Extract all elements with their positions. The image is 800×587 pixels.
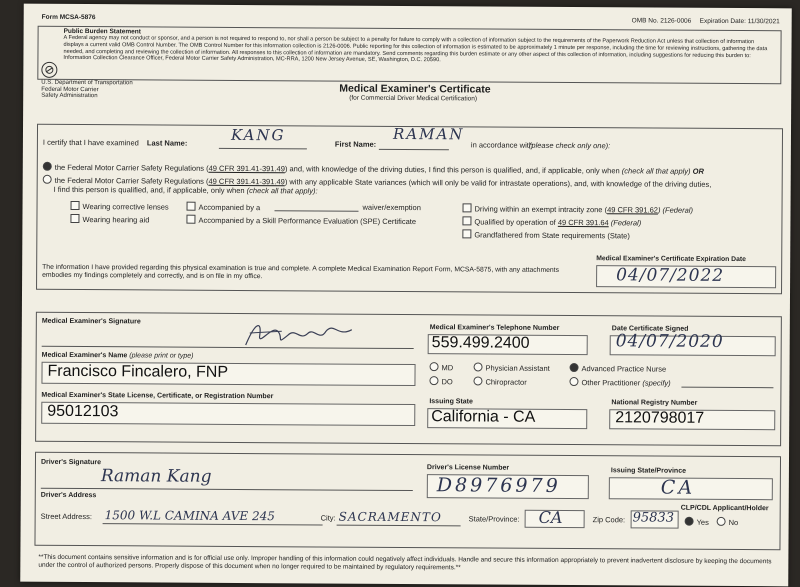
option2-note: (check all that apply): bbox=[246, 186, 318, 196]
operation-link[interactable]: 49 CFR 391.64 bbox=[557, 217, 609, 228]
burden-title: Public Burden Statement bbox=[63, 27, 141, 36]
accompanied-label: Accompanied by a bbox=[198, 202, 261, 213]
accompanied-checkbox[interactable] bbox=[187, 202, 196, 211]
md-radio[interactable] bbox=[430, 362, 439, 371]
examiner-signature[interactable] bbox=[242, 317, 362, 357]
option2-post: ) with any applicable State variances (which will only be valid for intrastate operations), and, with knowledge of the driving duties, bbox=[284, 177, 712, 189]
dot-logo-icon bbox=[41, 62, 57, 78]
chiro-option[interactable] bbox=[473, 376, 526, 386]
first-name-value[interactable]: RAMAN bbox=[392, 124, 465, 144]
driver-state-label: Issuing State/Province bbox=[610, 467, 687, 475]
option2-pre: the Federal Motor Carrier Safety Regulations ( bbox=[54, 175, 209, 186]
city-value[interactable]: SACRAMENTO bbox=[338, 509, 442, 525]
do-radio[interactable] bbox=[429, 376, 438, 385]
last-name-label: Last Name: bbox=[146, 138, 188, 148]
operation-checkbox[interactable] bbox=[462, 216, 471, 225]
other-option[interactable] bbox=[569, 377, 670, 388]
driver-signature-label: Driver's Signature bbox=[40, 458, 102, 467]
option2-link[interactable]: 49 CFR 391.41-391.49 bbox=[208, 176, 285, 187]
first-name-label: First Name: bbox=[334, 139, 377, 149]
do-option[interactable] bbox=[429, 376, 452, 386]
province-label: State/Province: bbox=[468, 514, 520, 524]
intracity-post: ) (Federal) bbox=[657, 205, 694, 215]
chiro-radio[interactable] bbox=[473, 376, 482, 385]
check-lenses[interactable] bbox=[71, 201, 169, 212]
license-value: 95012103 bbox=[47, 402, 119, 421]
examiner-name-label bbox=[42, 352, 194, 360]
examiner-name-value: Francisco Fincalero, FNP bbox=[47, 362, 229, 381]
certificate-form bbox=[20, 4, 792, 587]
grandfathered-checkbox[interactable] bbox=[462, 229, 471, 238]
truth-statement: The information I have provided regarding this physical examination is true and complete. A complete Medical Examination Report Form, MCSA-5875, with any attachments embodies my findings completely and correctly, and is on file in my office. bbox=[42, 263, 560, 281]
option1-link[interactable]: 49 CFR 391.41-391.49 bbox=[208, 163, 285, 174]
clp-yes-label: Yes bbox=[696, 517, 709, 527]
province-value: CA bbox=[538, 507, 563, 527]
registry-label: National Registry Number bbox=[611, 399, 698, 407]
federal-radio[interactable] bbox=[43, 162, 52, 171]
intracity-pre: Driving within an exempt intracity zone ( bbox=[474, 204, 608, 215]
burden-text: A Federal agency may not conduct or sponsor, and a person is not required to respond to, nor shall a person be subject to a penalty for failure to comply with a collection of information subject to the requirements of the Paperwork Reduction Act unless that collection of information displays a current valid OMB Control Number. The OMB Control Number for this information collection is 2126-0006. Public reporting for this collection of information is estimated to be approximately 1 minute per response, including the time for reviewing instructions, gathering the data needed, and completing and reviewing the collection of information. All responses to this collection of information are mandatory. Send comments regarding this burden estimate or any other aspect of this collection of information, including suggestions for reducing this burden to: Information Collection Clearance Officer, Federal Motor Carrier Safety Administration, MC-RRA, 1200 New Jersey Avenue, SE, Washington, D.C. 20590. bbox=[63, 34, 768, 64]
driver-license-label: Driver's License Number bbox=[426, 464, 510, 472]
phone-label: Medical Examiner's Telephone Number bbox=[429, 324, 560, 332]
chiro-label: Chiropractor bbox=[485, 377, 527, 387]
clp-no-label: No bbox=[728, 517, 739, 528]
operation-pre: Qualified by operation of bbox=[474, 217, 558, 227]
date-signed-value: 04/07/2020 bbox=[615, 331, 724, 352]
check-spe[interactable] bbox=[186, 215, 416, 226]
apn-radio[interactable] bbox=[570, 363, 579, 372]
apn-label: Advanced Practice Nurse bbox=[581, 364, 667, 374]
intracity-checkbox[interactable] bbox=[463, 203, 472, 212]
option1-or: OR bbox=[692, 166, 704, 176]
option1-note: (check all that apply) bbox=[621, 166, 691, 176]
intracity-link[interactable]: 49 CFR 391.62 bbox=[607, 205, 658, 215]
agency-line-3: Safety Administration bbox=[41, 92, 98, 100]
issuing-state-label: Issuing State bbox=[429, 398, 473, 406]
do-label: DO bbox=[441, 377, 453, 387]
street-label: Street Address: bbox=[40, 511, 92, 522]
driver-state-value: CA bbox=[660, 476, 696, 499]
form-id: Form MCSA-5876 bbox=[41, 13, 96, 22]
check-intracity[interactable] bbox=[462, 203, 693, 214]
pa-radio[interactable] bbox=[474, 362, 483, 371]
intro-text: I certify that I have examined bbox=[42, 137, 139, 148]
grandfathered-label: Grandfathered from State requirements (State) bbox=[474, 230, 630, 241]
check-one-note: (please check only one): bbox=[528, 140, 611, 151]
option-state-line2 bbox=[54, 185, 318, 196]
zip-value: 95833 bbox=[632, 510, 675, 526]
check-grandfathered[interactable] bbox=[462, 229, 630, 240]
registry-value: 2120798017 bbox=[615, 409, 705, 427]
spe-checkbox[interactable] bbox=[186, 215, 195, 224]
expiration-label: Medical Examiner's Certificate Expiration Date bbox=[596, 255, 746, 264]
md-label: MD bbox=[441, 363, 454, 373]
date-signed-label: Date Certificate Signed bbox=[611, 325, 689, 333]
other-radio[interactable] bbox=[569, 377, 578, 386]
footer-notice: **This document contains sensitive information and is for official use only. Improper handling of this information could negatively affect individuals. Handle and secure this information appropriately to prevent inadvertent disclosure by keeping the documents under the control of authorized persons. Properly dispose of this document when no longer required to be maintained by regulatory requirements.** bbox=[38, 553, 772, 572]
check-hearing[interactable] bbox=[70, 214, 149, 224]
check-accompanied[interactable] bbox=[187, 202, 261, 212]
pa-option[interactable] bbox=[474, 362, 550, 372]
name-label-text: Medical Examiner's Name bbox=[41, 351, 128, 360]
expiration-date: Expiration Date: 11/30/2021 bbox=[699, 17, 780, 26]
clp-yes-option[interactable] bbox=[685, 517, 709, 527]
form-title: Medical Examiner's Certificate bbox=[339, 82, 491, 96]
option1-post: ) and, with knowledge of the driving duties, I find this person is qualified, and, if applicable, only when bbox=[284, 164, 620, 176]
clp-label: CLP/CDL Applicant/Holder bbox=[680, 504, 769, 513]
state-radio[interactable] bbox=[43, 175, 52, 184]
last-name-value[interactable]: KANG bbox=[230, 125, 286, 145]
option2-line2: I find this person is qualified, and, if applicable, only when bbox=[53, 184, 245, 196]
clp-no-option[interactable] bbox=[717, 517, 739, 527]
agency-line-2: Federal Motor Carrier bbox=[41, 86, 99, 93]
md-option[interactable] bbox=[430, 362, 454, 372]
city-label: City: bbox=[320, 513, 336, 523]
form-subtitle: (for Commercial Driver Medical Certification) bbox=[349, 94, 478, 103]
waiver-label: waiver/exemption bbox=[362, 202, 421, 213]
pa-label: Physician Assistant bbox=[485, 363, 550, 373]
license-label: Medical Examiner's State License, Certificate, or Registration Number bbox=[41, 391, 274, 401]
phone-value: 559.499.2400 bbox=[431, 334, 530, 352]
omb-number: OMB No. 2126-0006 bbox=[631, 17, 692, 25]
other-note: (specify) bbox=[642, 378, 671, 388]
lenses-checkbox[interactable] bbox=[71, 201, 80, 210]
clp-no-radio[interactable] bbox=[717, 517, 726, 526]
name-label-note: (please print or type) bbox=[129, 352, 194, 360]
agency-name bbox=[41, 80, 133, 100]
check-operation[interactable] bbox=[462, 216, 641, 227]
street-value[interactable]: 1500 W.L CAMINA AVE 245 bbox=[104, 508, 275, 524]
driver-license-value: D8976979 bbox=[436, 474, 561, 497]
driver-signature-value[interactable]: Raman Kang bbox=[100, 466, 212, 487]
agency-line-1: U.S. Department of Transportation bbox=[41, 79, 133, 87]
other-label: Other Practitioner bbox=[581, 378, 641, 388]
operation-post: (Federal) bbox=[608, 218, 642, 228]
accordance-text: in accordance with bbox=[470, 140, 534, 150]
zip-label: Zip Code: bbox=[592, 515, 626, 525]
spe-label: Accompanied by a Skill Performance Evaluation (SPE) Certificate bbox=[198, 215, 417, 227]
option1-pre: the Federal Motor Carrier Safety Regulations ( bbox=[54, 162, 209, 173]
hearing-label: Wearing hearing aid bbox=[82, 215, 150, 225]
expiration-value: 04/07/2022 bbox=[616, 265, 725, 286]
apn-option[interactable] bbox=[570, 363, 667, 374]
issuing-state-value: California - CA bbox=[431, 408, 536, 426]
hearing-checkbox[interactable] bbox=[70, 214, 79, 223]
examiner-signature-label: Medical Examiner's Signature bbox=[41, 317, 141, 326]
clp-yes-radio[interactable] bbox=[685, 517, 694, 526]
lenses-label: Wearing corrective lenses bbox=[82, 202, 169, 212]
driver-address-label: Driver's Address bbox=[40, 491, 97, 500]
